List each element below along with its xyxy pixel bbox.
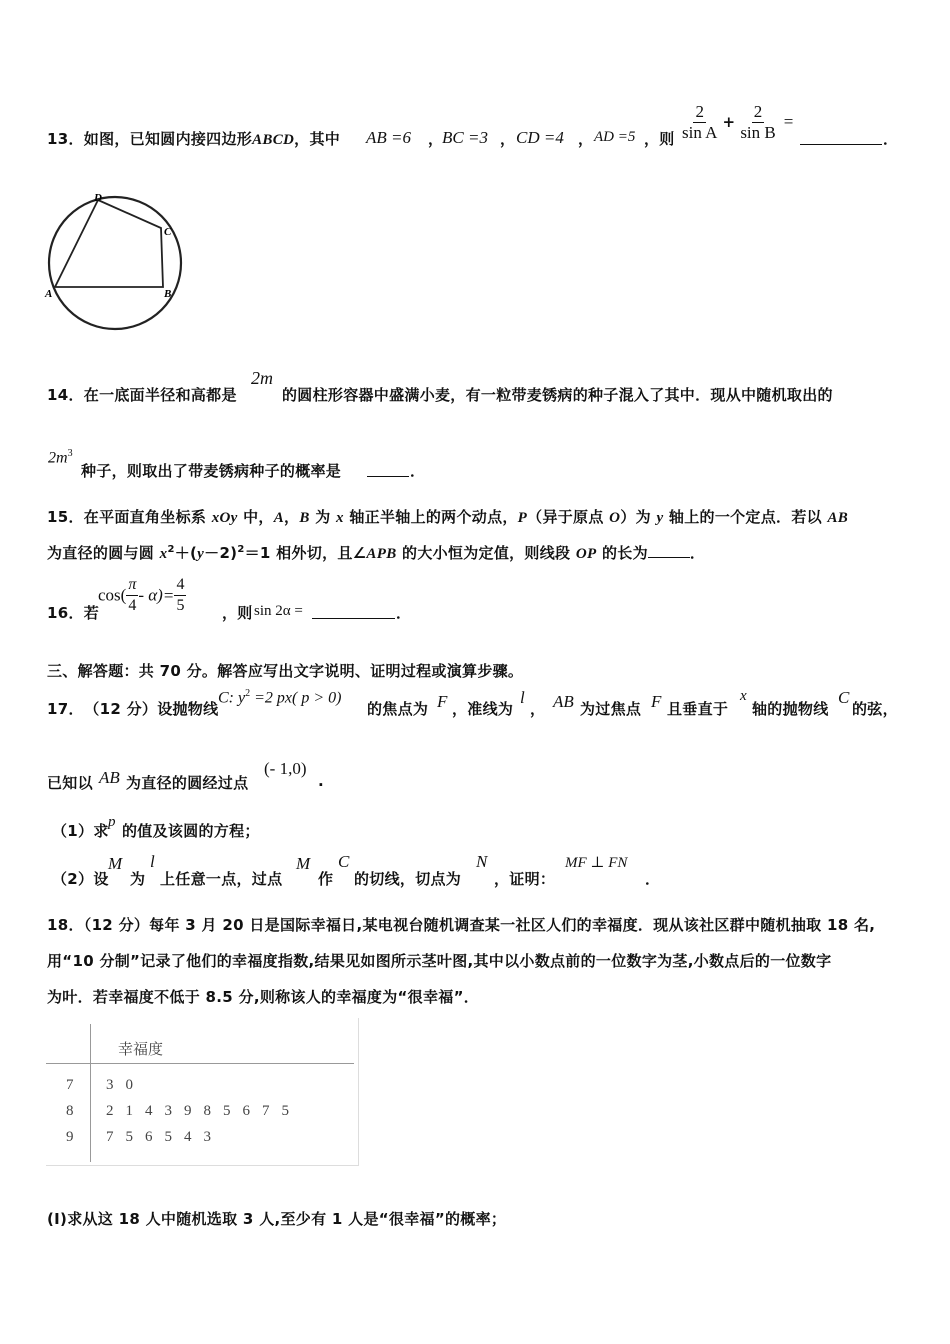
q16-cos: cos( bbox=[98, 585, 127, 605]
leaf: 7 bbox=[106, 1129, 114, 1145]
q17-f2: F bbox=[651, 692, 662, 711]
label-c: C bbox=[164, 226, 172, 238]
q15-t: 为直径的圆与圆 bbox=[47, 544, 160, 562]
q14-radius: 2m bbox=[251, 368, 273, 388]
q17-curve-a: C: y bbox=[218, 689, 246, 707]
q15-t: ， bbox=[284, 508, 300, 526]
q14-end: ． bbox=[410, 462, 426, 480]
q17-ab: AB bbox=[553, 692, 574, 711]
leaf: 5 bbox=[281, 1103, 289, 1119]
q15-t: （异于原点 bbox=[527, 508, 610, 526]
q15-t: ＝1 相外切，且∠ bbox=[244, 544, 367, 562]
q15-line2 bbox=[47, 542, 705, 563]
q16-number: 16． bbox=[47, 604, 84, 622]
q15-number: 15． bbox=[47, 508, 84, 526]
q16-answer-blank bbox=[312, 604, 395, 619]
leaf: 3 bbox=[106, 1077, 114, 1093]
q15-t: ＋( bbox=[174, 544, 198, 562]
q17-curve-b: =2 px( p > 0) bbox=[250, 689, 342, 707]
q17-l: l bbox=[520, 688, 525, 707]
q17-n: N bbox=[476, 852, 488, 871]
q14-answer-blank bbox=[367, 462, 409, 477]
table-right-border bbox=[358, 1018, 359, 1166]
leaf: 1 bbox=[125, 1103, 133, 1119]
leaves-row-8 bbox=[106, 1103, 301, 1120]
q17-curve bbox=[218, 688, 341, 707]
q17-perp: MF ⊥ FN bbox=[565, 855, 628, 871]
q17-curve-sup: 2 bbox=[245, 688, 251, 699]
leaves-row-7 bbox=[106, 1077, 145, 1094]
leaf: 5 bbox=[125, 1129, 133, 1145]
q17-part2-a: （2）设 bbox=[52, 870, 109, 888]
leaf: 8 bbox=[203, 1103, 211, 1119]
q17-t6: 且垂直于 bbox=[667, 700, 729, 718]
q16-then: ，则 bbox=[222, 604, 253, 622]
q17-part2-g: ． bbox=[645, 870, 661, 888]
q16-formula bbox=[98, 575, 186, 616]
q16-prefix bbox=[47, 602, 99, 623]
q17-part2-c: 上任意一点，过点 bbox=[160, 870, 283, 888]
leaves-row-9 bbox=[106, 1129, 223, 1146]
q15-m: O bbox=[609, 510, 621, 526]
q17-c2: C bbox=[338, 852, 350, 871]
q15-t: ）为 bbox=[620, 508, 657, 526]
leaf: 6 bbox=[145, 1129, 153, 1145]
q13-then: ，则 bbox=[644, 130, 675, 148]
leaf: 5 bbox=[223, 1103, 231, 1119]
stem-divider bbox=[90, 1024, 91, 1162]
q17-t4: ， bbox=[530, 700, 546, 718]
q13-equals: = bbox=[783, 112, 794, 131]
q18-line1: 18．（12 分）每年 3 月 20 日是国际幸福日,某电视台随机调查某一社区人们的幸福度．现从该社区群中随机抽取 18 名, bbox=[47, 916, 876, 934]
q16-minus-alpha: - α) bbox=[138, 585, 163, 605]
leaf: 7 bbox=[262, 1103, 270, 1119]
q17-l2b: 为直径的圆经过点 bbox=[126, 774, 249, 792]
q13-fraction-2 bbox=[738, 102, 777, 143]
q17-part2-f: ，证明： bbox=[494, 870, 556, 888]
header-divider bbox=[46, 1063, 354, 1064]
q15-sup: 2 bbox=[167, 544, 175, 555]
leaf: 6 bbox=[242, 1103, 250, 1119]
table-header: 幸福度 bbox=[118, 1040, 164, 1058]
leaf: 5 bbox=[164, 1129, 172, 1145]
q16-sin: sin 2α = bbox=[254, 603, 303, 619]
q17-score: （12 分） bbox=[91, 700, 158, 718]
q15-t: 轴正半轴上的两个动点， bbox=[343, 508, 518, 526]
q16-ruo: 若 bbox=[83, 604, 100, 622]
q13-line bbox=[47, 128, 340, 149]
q15-m: B bbox=[299, 510, 310, 526]
section-heading: 三、解答题：共 70 分。解答应写出文字说明、证明过程或演算步骤。 bbox=[47, 662, 524, 680]
label-b: B bbox=[164, 288, 172, 300]
q15-t: 的长为 bbox=[596, 544, 648, 562]
q13-ab: AB =6 bbox=[366, 128, 411, 147]
table-bottom-border bbox=[46, 1165, 359, 1166]
q14-volume bbox=[48, 448, 73, 467]
q15-answer-blank bbox=[648, 543, 690, 558]
q13-number: 13． bbox=[47, 130, 84, 148]
q13-end: ． bbox=[883, 130, 899, 148]
q16-n: 4 bbox=[174, 575, 186, 596]
stem-leaf-table bbox=[46, 1018, 360, 1166]
q15-m: AB bbox=[827, 510, 849, 526]
q13-formula bbox=[680, 102, 793, 143]
q16-value-fraction bbox=[174, 575, 186, 616]
q15-m: y bbox=[197, 546, 205, 562]
q15-t: 的大小恒为定值，则线段 bbox=[396, 544, 576, 562]
q15-t: 中， bbox=[237, 508, 274, 526]
stem-9: 9 bbox=[66, 1129, 74, 1145]
q17-l3: l bbox=[150, 852, 155, 871]
q13-f2-num: 2 bbox=[753, 102, 763, 121]
q13-comma3: ， bbox=[578, 130, 594, 148]
q16-pi: π bbox=[126, 575, 138, 596]
q17-f: F bbox=[437, 692, 448, 711]
q17-part1-a: （1）求 bbox=[52, 822, 109, 840]
q15-t: 在平面直角坐标系 bbox=[83, 508, 212, 526]
q13-fraction-1 bbox=[680, 102, 719, 143]
q15-sup: 2 bbox=[237, 544, 245, 555]
leaf: 9 bbox=[184, 1103, 192, 1119]
q14-number: 14． bbox=[47, 386, 84, 404]
q17-ab2: AB bbox=[99, 768, 120, 787]
q17-number: 17． bbox=[47, 700, 84, 718]
q14-line1 bbox=[47, 384, 237, 405]
q13-comma2: ， bbox=[500, 130, 516, 148]
q15-m: P bbox=[517, 510, 528, 526]
q13-ad: AD =5 bbox=[594, 129, 636, 145]
q16-d: 5 bbox=[176, 597, 185, 614]
leaf: 2 bbox=[106, 1103, 114, 1119]
q18-part1: (Ⅰ)求从这 18 人中随机选取 3 人,至少有 1 人是“很幸福”的概率； bbox=[47, 1210, 507, 1228]
q13-bc: BC =3 bbox=[442, 128, 488, 147]
q13-mid: ，其中 bbox=[294, 130, 341, 148]
q17-t7: 轴的抛物线 bbox=[752, 700, 829, 718]
q15-m: x bbox=[336, 510, 344, 526]
label-a: A bbox=[45, 288, 53, 300]
q17-l2a: 已知以 bbox=[47, 774, 93, 792]
q17-l2c: . bbox=[318, 772, 324, 790]
q17-t8: 的弦， bbox=[852, 700, 898, 718]
stem-7: 7 bbox=[66, 1077, 74, 1093]
q13-f1-den: sin A bbox=[682, 123, 718, 142]
q16-pi-fraction bbox=[126, 575, 138, 616]
q17-part2-b: 为 bbox=[130, 870, 146, 888]
leaf: 4 bbox=[184, 1129, 192, 1145]
q17-t2: 的焦点为 bbox=[367, 700, 429, 718]
q17-part1-b: 的值及该圆的方程； bbox=[122, 822, 260, 840]
q13-answer-blank bbox=[800, 130, 882, 145]
q15-m: x bbox=[159, 546, 168, 562]
q17-m: M bbox=[108, 854, 123, 873]
q17-part2-d: 作 bbox=[318, 870, 334, 888]
q16-end: ． bbox=[396, 604, 412, 622]
q17-m2: M bbox=[296, 854, 311, 873]
q18-line3: 为叶．若幸福度不低于 8.5 分,则称该人的幸福度为“很幸福”． bbox=[47, 988, 480, 1006]
q15-m: xOy bbox=[211, 510, 238, 526]
q15-m: A bbox=[273, 510, 285, 526]
q17-t3: ，准线为 bbox=[452, 700, 514, 718]
leaf: 3 bbox=[164, 1103, 172, 1119]
q16-four: 4 bbox=[128, 597, 137, 614]
q13-f1-num: 2 bbox=[695, 102, 704, 121]
q17-x: x bbox=[740, 688, 747, 704]
q14-text1: 在一底面半径和高都是 bbox=[83, 386, 237, 404]
q14-text2: 的圆柱形容器中盛满小麦，有一粒带麦锈病的种子混入了其中．现从中随机取出的 bbox=[282, 386, 833, 404]
q14-text3: 种子，则取出了带麦锈病种子的概率是 bbox=[81, 462, 342, 480]
q13-plus: + bbox=[722, 113, 736, 131]
q18-line2: 用“10 分制”记录了他们的幸福度指数,结果见如图所示茎叶图,其中以小数点前的一位数字为茎,小数点后的一位数字 bbox=[47, 952, 832, 970]
q13-comma1: ， bbox=[428, 130, 444, 148]
q16-eq: = bbox=[163, 585, 174, 605]
q17-point: (- 1,0) bbox=[264, 759, 307, 778]
q17-c: C bbox=[838, 688, 850, 707]
q15-t: 轴上的一个定点．若以 bbox=[663, 508, 828, 526]
q13-f2-den: sin B bbox=[740, 123, 776, 142]
q14-volume-base: 2m bbox=[48, 449, 68, 467]
q13-quad: ABCD bbox=[252, 132, 295, 148]
q14-volume-sup: 3 bbox=[67, 448, 73, 459]
q15-end: ． bbox=[689, 544, 706, 562]
q13-figure bbox=[40, 188, 190, 333]
q15-t: －2) bbox=[204, 544, 238, 562]
q15-m: APB bbox=[366, 546, 397, 562]
q17-p: p bbox=[108, 814, 116, 830]
q17-t1: 设抛物线 bbox=[157, 700, 219, 718]
q15-line1 bbox=[47, 506, 848, 527]
leaf: 0 bbox=[125, 1077, 133, 1093]
stem-8: 8 bbox=[66, 1103, 74, 1119]
q17-head bbox=[47, 698, 218, 719]
label-d: D bbox=[94, 192, 102, 204]
q15-t: 为 bbox=[309, 508, 337, 526]
q13-text: 如图，已知圆内接四边形 bbox=[83, 130, 253, 148]
q15-m: OP bbox=[575, 546, 597, 562]
q17-t5: 为过焦点 bbox=[580, 700, 642, 718]
leaf: 4 bbox=[145, 1103, 153, 1119]
circumcircle bbox=[49, 197, 181, 329]
q17-part2-e: 的切线，切点为 bbox=[354, 870, 462, 888]
q13-cd: CD =4 bbox=[516, 128, 564, 147]
q15-m: y bbox=[656, 510, 664, 526]
leaf: 3 bbox=[203, 1129, 211, 1145]
